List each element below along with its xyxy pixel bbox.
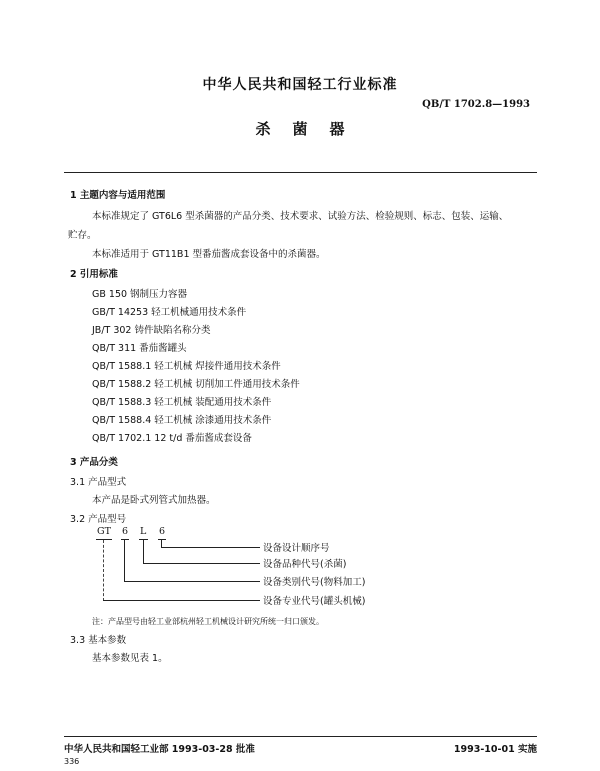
leader-line: [103, 600, 260, 601]
reference-item: QB/T 1702.1 12 t/d 番茄酱成套设备: [92, 433, 252, 444]
page-number: 336: [64, 757, 80, 766]
section-1-paragraph-2: 本标准适用于 GT11B1 型番茄酱成套设备中的杀菌器。: [92, 249, 326, 260]
model-label-sequence: 设备设计顺序号: [263, 543, 330, 554]
model-part-category: 6: [122, 526, 129, 537]
reference-item: GB/T 14253 轻工机械通用技术条件: [92, 307, 247, 318]
section-3-1-text: 本产品是卧式列管式加热器。: [92, 495, 216, 506]
standard-title: 中华人民共和国轻工行业标准: [202, 77, 398, 93]
underline: [96, 539, 112, 540]
model-part-sequence: 6: [159, 526, 166, 537]
standard-code: QB/T 1702.8—1993: [422, 99, 530, 110]
model-label-category: 设备类别代号(物料加工): [263, 577, 366, 588]
leader-line: [161, 547, 260, 548]
leader-line: [124, 581, 260, 582]
document-title: 杀菌器: [255, 120, 367, 138]
approval-statement: 中华人民共和国轻工业部 1993-03-28 批准: [64, 744, 255, 755]
reference-item: QB/T 1588.2 轻工机械 切削加工件通用技术条件: [92, 379, 300, 390]
section-3-3-text: 基本参数见表 1。: [92, 653, 168, 664]
implementation-date: 1993-10-01 实施: [453, 744, 537, 755]
model-part-variety: L: [140, 526, 147, 537]
header-divider: [64, 172, 537, 173]
section-1-paragraph-1a: 本标准规定了 GT6L6 型杀菌器的产品分类、技术要求、试验方法、检验规则、标志、包装、运输、: [92, 211, 509, 222]
section-2-heading: 2 引用标准: [70, 269, 118, 280]
reference-item: QB/T 1588.3 轻工机械 装配通用技术条件: [92, 397, 272, 408]
model-label-profession: 设备专业代号(罐头机械): [263, 596, 366, 607]
section-3-3-heading: 3.3 基本参数: [70, 635, 127, 646]
model-part-gt: GT: [97, 526, 111, 537]
section-1-heading: 1 主题内容与适用范围: [70, 190, 166, 201]
reference-item: QB/T 311 番茄酱罐头: [92, 343, 187, 354]
leader-line: [124, 540, 125, 582]
model-note: 注：产品型号由轻工业部杭州轻工机械设计研究所统一归口颁发。: [92, 617, 324, 626]
reference-item: QB/T 1588.1 轻工机械 焊接件通用技术条件: [92, 361, 281, 372]
reference-item: QB/T 1588.4 轻工机械 涂漆通用技术条件: [92, 415, 272, 426]
section-3-heading: 3 产品分类: [70, 457, 118, 468]
reference-item: GB 150 钢制压力容器: [92, 289, 188, 300]
footer-divider: [64, 736, 537, 737]
section-1-paragraph-1b: 贮存。: [68, 230, 97, 241]
underline: [121, 539, 129, 540]
leader-line: [103, 540, 104, 601]
reference-item: JB/T 302 铸件缺陷名称分类: [92, 325, 211, 336]
section-3-1-heading: 3.1 产品型式: [70, 477, 127, 488]
section-3-2-heading: 3.2 产品型号: [70, 514, 127, 525]
leader-line: [143, 540, 144, 564]
leader-line: [143, 563, 260, 564]
underline: [158, 539, 166, 540]
model-label-variety: 设备品种代号(杀菌): [263, 559, 347, 570]
